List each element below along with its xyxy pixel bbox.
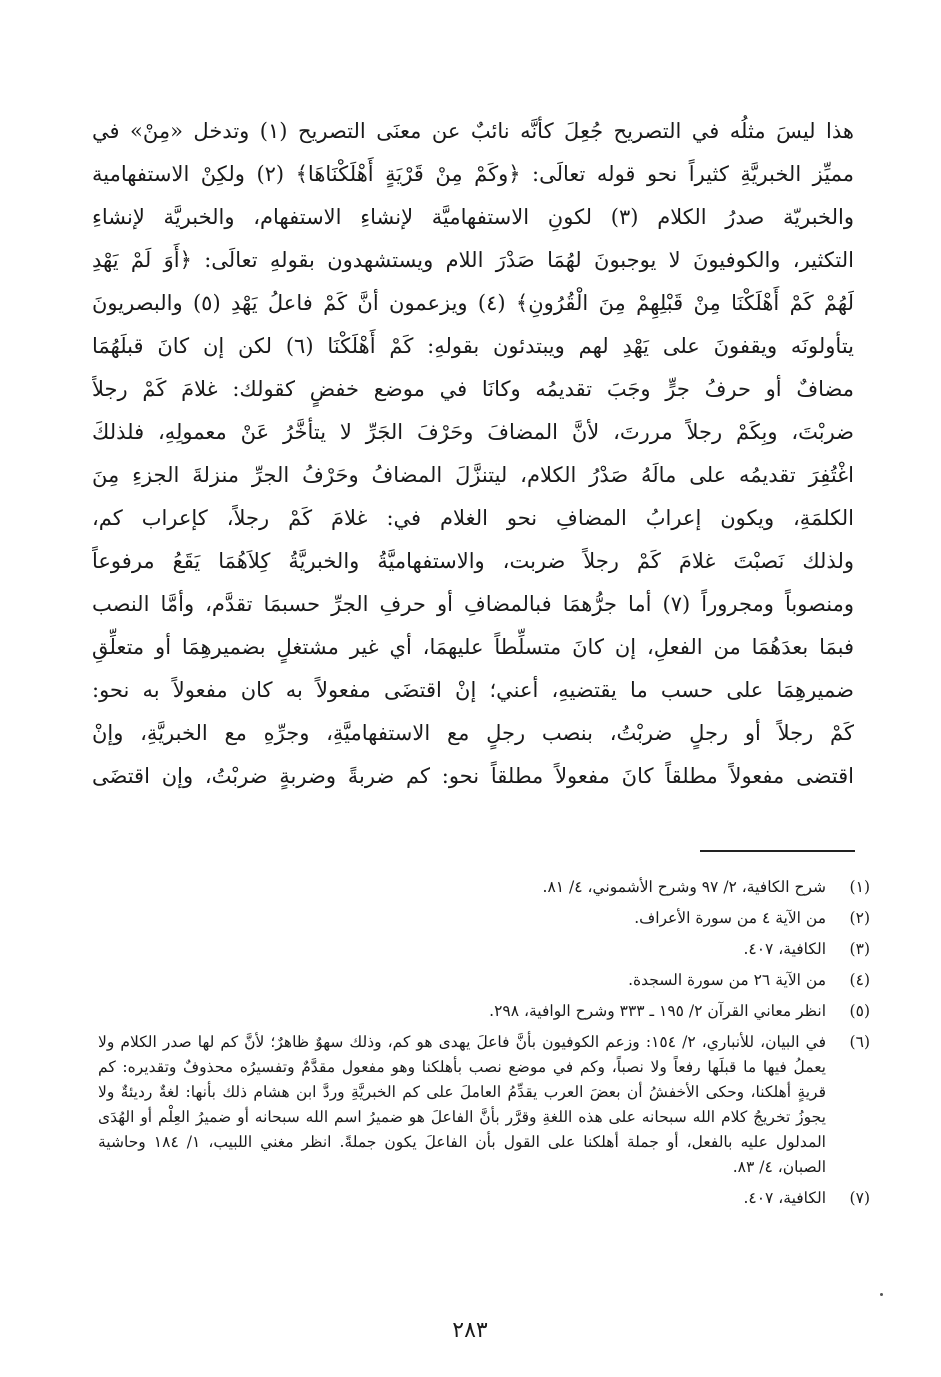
footnote-number: (٢) xyxy=(849,909,870,927)
footnote xyxy=(98,965,870,996)
text-line: هذا ليسَ مثلُه في التصريح جُعِلَ كأنَّه نائبٌ عن معنَى التصريح (١) وتدخل «مِنْ» في xyxy=(92,119,854,143)
footnote xyxy=(98,1030,870,1180)
text-line: ضربْتَ، وبِكَمْ رجلاً مررتَ، لأنَّ المضافَ وحَرْفَ الجَرِّ لا يتأخَّرُ عَنْ معمولِهِ، فلذلكَ xyxy=(92,420,854,444)
footnote-number: (٤) xyxy=(849,971,870,989)
text-line: لَهُمْ كَمْ أَهْلَكْنَا مِنْ قَبْلِهِمْ مِنَ الْقُرُونِ﴾ (٤) ويزعمون أنَّ كَمْ فاعلُ يَهْدِ (٥) والبصريونَ xyxy=(92,291,854,315)
footnote-number: (٧) xyxy=(849,1189,870,1207)
footnote-text: الكافية، ٤٠٧. xyxy=(743,940,826,958)
text-line: ضميرهِمَا على حسب ما يقتضيهِ، أعني؛ إنْ اقتضَى مفعولاً به كان مفعولاً به نحو: xyxy=(92,678,854,702)
text-line: اغْتُفِرَ تقديمُه على مالَهُ صَدْرُ الكلام، ليتنزَّلَ المضافُ وحَرْفُ الجرِّ منزلةَ الجزءِ مِنَ xyxy=(92,463,854,487)
footnote-text: الكافية، ٤٠٧. xyxy=(743,1189,826,1207)
text-line: والخبريّة صدرُ الكلام (٣) لكونِ الاستفهاميَّة لإنشاءِ الاستفهام، والخبريَّة لإنشاءِ xyxy=(92,205,854,229)
footnote-text: من الآية ٤ من سورة الأعراف. xyxy=(634,909,826,927)
main-text xyxy=(92,110,854,798)
footnote-text: انظر معاني القرآن ٢/ ١٩٥ ـ ٣٣٣ وشرح الوافية، ٢٩٨. xyxy=(489,1002,826,1020)
footnote-text: شرح الكافية، ٢/ ٩٧ وشرح الأشموني، ٤/ ٨١. xyxy=(542,878,826,896)
text-line: ولذلك نَصبْتَ غلامَ كَمْ رجلاً ضربت، والاستفهاميَّةُ والخبريَّةُ كِلاَهُمَا يَقَعُ مرفوعاً xyxy=(92,549,854,573)
text-line: اقتضى مفعولاً مطلقاً كانَ مفعولاً مطلقاً نحو: كم ضربةً وضربةٍ ضربْتُ، وإن اقتضَى xyxy=(92,764,854,788)
footnote-number: (١) xyxy=(849,878,870,896)
text-line: ومنصوباً ومجروراً (٧) أما جرُّهمَا فبالمضافِ أو حرفِ الجرِّ حسبمَا تقدَّم، وأمَّا النصب xyxy=(92,592,854,616)
footnote-text: في البيان، للأنباري، ٢/ ١٥٤: وزعم الكوفيون بأنَّ فاعلَ يهدى هو كم، وذلك سهوٌ ظاهرٌ؛ لأنَّ كم لها صدر الكلام ولا يعملُ فيها ما قبلَها رفعاً ولا نصباً، وكم في موضع نصب بأهلكنا وهو مفعول مقدَّمٌ وتفسيرُه محذوفٌ وتقديره: كم قريةٍ أهلكنا، وحكى الأخفشُ أن بعضَ العرب يقدِّمُ العاملَ على كم الخبريَّةِ وردَّ ابن هشام ذلك بأنها: لغةٌ رديئةٌ ولا يجوزُ تخريجُ كلام الله سبحانه على هذه اللغةِ وقرَّر بأنَّ الفاعلَ هو ضميرُ اسم الله سبحانه أو ضميرُ العِلْم أو الهُدَى المدلول عليه بالفعل، أو جملة أهلكنا على القول بأن الفاعلَ يكون جملةً. انظر مغني اللبيب، ١/ ١٨٤ وحاشية الصبان، ٤/ ٨٣. xyxy=(98,1033,827,1176)
footnote-text: من الآية ٢٦ من سورة السجدة. xyxy=(628,971,826,989)
footnote-number: (٦) xyxy=(849,1033,870,1051)
footnote-separator xyxy=(700,850,855,852)
text-line: التكثير، والكوفيونَ لا يوجبونَ لهُمَا صَدْرَ اللام ويستشهدون بقولهِ تعالَى: ﴿أَوَ لَمْ يَهْدِ xyxy=(92,248,854,272)
footnotes xyxy=(98,872,870,1214)
footnote-number: (٥) xyxy=(849,1002,870,1020)
text-line: مضافٌ أو حرفُ جرٍّ وجَبَ تقديمُه وكانَا في موضع خفضٍ كقولك: غلامَ كَمْ رجلاً xyxy=(92,377,854,401)
print-dot xyxy=(880,1293,883,1296)
page-number: ٢٨٣ xyxy=(452,1318,488,1343)
footnote xyxy=(98,903,870,934)
text-line: فبمَا بعدَهُمَا من الفعلِ، إن كانَ متسلِّطاً عليهمَا، أي غير مشتغلٍ بضميرهِمَا أو متعلِّقِ xyxy=(92,635,854,659)
text-line: يتأولونَه ويقفونَ على يَهْدِ لهم ويبتدئون بقولهِ: كَمْ أَهْلَكْنَا (٦) لكن إن كانَ قبلَهُمَا xyxy=(92,334,854,358)
text-line: كَمْ رجلاً أو رجلٍ ضربْتُ، بنصب رجلٍ مع الاستفهاميَّةِ، وجرِّهِ مع الخبريَّةِ، وإنْ xyxy=(92,721,854,745)
text-line: الكلمَةِ، ويكون إعرابُ المضافِ نحو الغلام في: غلامَ كَمْ رجلاً، كإعراب كم، xyxy=(92,506,854,530)
footnote xyxy=(98,996,870,1027)
footnote xyxy=(98,934,870,965)
footnote xyxy=(98,872,870,903)
footnote-number: (٣) xyxy=(849,940,870,958)
footnote xyxy=(98,1183,870,1214)
text-line: مميِّز الخبريَّةِ كثيراً نحو قوله تعالَى: ﴿وكَمْ مِنْ قَرْيَةٍ أَهْلَكْنَاهَا﴾ (٢) ولكِنْ الاستفهامية xyxy=(92,162,854,186)
